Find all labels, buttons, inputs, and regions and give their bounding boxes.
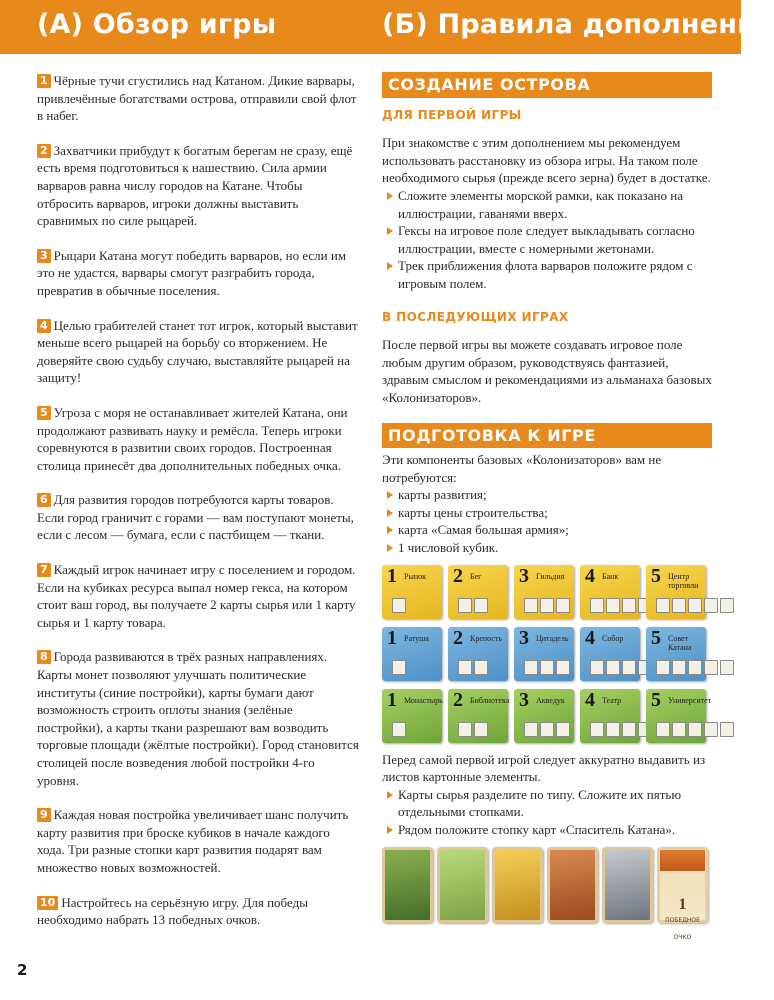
commodity-card-icon [540,598,554,613]
card-level: 1 [387,564,397,587]
overview-paragraph [37,806,359,876]
commodity-card-icon [524,660,538,675]
commodity-card-icon [720,660,734,675]
commodity-card-icon [720,722,734,737]
savior-of-catan-card [657,847,708,942]
commodity-cost-icons [656,598,734,613]
commodity-card-icon [656,660,670,675]
bullet-item: Карты сырья разделите по типу. Сложите их пятью отдельными стопками. [382,786,712,821]
game-overview-column [37,72,359,946]
paragraph-number-badge: 2 [37,144,51,158]
commodity-card-icon [672,598,686,613]
prep-intro: Эти компоненты базовых «Колонизаторов» вам не потребуются: [382,452,662,485]
savior-card-points: 1 [678,895,687,913]
page-number: 2 [17,961,28,979]
commodity-cost-icons [458,660,488,675]
improvement-card [382,627,442,681]
commodity-card-icon [590,598,604,613]
card-name: Библиотека [470,695,510,705]
paragraph-number-badge: 4 [37,319,51,333]
commodity-card-icon [458,722,472,737]
improvement-card [646,627,706,681]
card-name: Бег [470,571,482,581]
card-level: 2 [453,564,463,587]
card-level: 1 [387,626,397,649]
bullet-item: карты цены строительства; [382,504,712,522]
commodity-card-icon [458,598,472,613]
paragraph-number-badge: 6 [37,493,51,507]
card-name: Крепость [470,633,503,643]
paragraph-text: Каждый игрок начинает игру с поселением и городом. Если на кубиках ресурса выпал номер гекса, на котором стоит ваш город, вы получаете 2 карты сырья или 1 карту сырья и 1 карту товара. [37,562,356,630]
card-name: Театр [602,695,622,705]
card-name: Центр торговли [668,571,699,590]
improvement-card [580,689,640,743]
commodity-card-icon [688,722,702,737]
commodity-card-icon [474,660,488,675]
improvement-card [514,627,574,681]
commodity-card-icon [392,598,406,613]
improvement-card [382,565,442,619]
card-level: 3 [519,564,529,587]
bullet-item: Сложите элементы морской рамки, как показано на иллюстрации, гаванями вверх. [382,187,712,222]
commodity-card-icon [524,722,538,737]
paragraph-number-badge: 8 [37,650,51,664]
overview-paragraph [37,491,359,544]
later-games-heading: В ПОСЛЕДУЮЩИХ ИГРАХ [382,309,569,324]
commodity-cost-icons [656,660,734,675]
card-name: Банк [602,571,619,581]
commodity-cost-icons [458,722,488,737]
card-level: 1 [387,688,397,711]
paragraph-text: Целью грабителей станет тот игрок, который выставит меньше всего рыцарей на борьбу со вторжением. Не доверяйте свою судьбу случаю, выставляйте рыцарей на защиту! [37,317,358,386]
commodity-card-icon [540,722,554,737]
commodity-cost-icons [392,598,406,613]
commodity-card-icon [556,660,570,675]
savior-card-caption: ПОБЕДНОЕ ОЧКО [665,916,700,942]
commodity-card-icon [622,660,636,675]
commodity-cost-icons [656,722,734,737]
card-level: 4 [585,626,595,649]
improvement-card [448,565,508,619]
card-level: 3 [519,688,529,711]
paragraph-text: Города развиваются в трёх разных направлениях. Карты монет позволяют улучшать политические институты (синие постройки), карты бумаги дают возможность строить оплоты знания (зелёные постройки), а карты ткани разрешают вам возводить торговые площади (жёлтые постройки). Город становится столицей после возведения любой постройки 4-го уровня. [37,649,359,788]
trade-improvements-row [382,565,712,619]
improvement-card [382,689,442,743]
prep-steps-list [382,786,712,839]
overview-paragraph [37,72,359,125]
commodity-card-icon [672,722,686,737]
commodity-card-icon [458,660,472,675]
paragraph-text: Захватчики прибудут к богатым берегам не сразу, ещё есть время подготовиться к нашествию. Сила армии варваров равна числу городов на Катане. Чтобы отбросить варваров, игроки должны выставить сравнимых по силе рыцарей. [37,142,353,229]
commodity-card-icon [672,660,686,675]
overview-paragraph [37,561,359,631]
commodity-card-icon [590,660,604,675]
improvement-card [646,565,706,619]
paragraph-number-badge: 3 [37,249,51,263]
commodity-card-icon [688,660,702,675]
paragraph-number-badge: 9 [37,808,51,822]
resource-card-fields [492,847,543,923]
prep-text: Перед самой первой игрой следует аккуратно выдавить из листов картонные элементы. [382,751,706,785]
card-name: Цитадель [536,633,569,643]
resource-card-hills [382,847,433,923]
commodity-card-icon [392,722,406,737]
overview-paragraph [37,404,359,474]
section-title-island-setup: СОЗДАНИЕ ОСТРОВА [382,72,712,98]
improvement-card [580,627,640,681]
commodity-cost-icons [524,660,570,675]
header-bar [0,0,774,54]
paragraph-text: Рыцари Катана могут победить варваров, но если им это не удастся, варвары смогут разграбить города, превратив в обычные поселения. [37,247,347,298]
commodity-cost-icons [392,660,406,675]
resource-card-ore [602,847,653,923]
commodity-card-icon [656,598,670,613]
paragraph-text: Угроза с моря не останавливает жителей Катана, они продолжают развивать науку и ремёсла. Теперь игроки соревнуются в развитии своих городов. Построенная столица принесёт два дополнительных победных очка. [37,404,348,473]
commodity-card-icon [392,660,406,675]
card-level: 5 [651,564,661,587]
overview-paragraph [37,894,359,929]
card-name: Монастырь [404,695,443,705]
commodity-card-icon [524,598,538,613]
resource-card-brick [547,847,598,923]
bullet-item: карта «Самая большая армия»; [382,521,712,539]
bullet-item: Гексы на игровое поле следует выкладывать согласно иллюстрации, вместе с номерными жетонами. [382,222,712,257]
commodity-card-icon [590,722,604,737]
bullet-item: 1 числовой кубик. [382,539,712,557]
commodity-card-icon [474,722,488,737]
section-title-game-prep: ПОДГОТОВКА К ИГРЕ [382,423,712,449]
card-name: Университет [668,695,712,705]
commodity-cost-icons [524,722,570,737]
right-section-title: (Б) Правила дополнения [382,9,774,40]
overview-paragraph [37,648,359,789]
unused-components-list [382,486,712,556]
card-level: 2 [453,688,463,711]
card-level: 2 [453,626,463,649]
commodity-card-icon [556,722,570,737]
card-level: 5 [651,688,661,711]
commodity-card-icon [704,660,718,675]
later-games-text: После первой игры вы можете создавать игровое поле любым другим образом, руководствуясь фантазией, здравым смыслом и рекомендациями из альманаха базовых «Колонизаторов». [382,337,712,405]
commodity-card-icon [622,598,636,613]
improvement-card [448,627,508,681]
bullet-item: Трек приближения флота варваров положите рядом с игровым полем. [382,257,712,292]
commodity-cost-icons [590,598,652,613]
card-name: Гильдия [536,571,565,581]
commodity-cost-icons [458,598,488,613]
commodity-card-icon [606,660,620,675]
commodity-cost-icons [392,722,406,737]
improvement-card [514,689,574,743]
overview-paragraph [37,142,359,230]
politics-improvements-row [382,627,712,681]
paragraph-number-badge: 10 [37,896,58,910]
paragraph-number-badge: 7 [37,563,51,577]
paragraph-number-badge: 5 [37,406,51,420]
science-improvements-row [382,689,712,743]
commodity-card-icon [720,598,734,613]
commodity-cost-icons [590,660,652,675]
first-game-heading: ДЛЯ ПЕРВОЙ ИГРЫ [382,107,522,122]
card-name: Совет Катана [668,633,692,652]
overview-paragraph [37,317,359,387]
first-game-bullets [382,187,712,293]
left-section-title: (А) Обзор игры [37,9,277,40]
commodity-cost-icons [590,722,652,737]
paragraph-text: Каждая новая постройка увеличивает шанс получить карту развития при броске кубиков в начале каждого хода. Три разные стопки карт развития подарят вам множество новых возможностей. [37,807,349,875]
resource-cards-illustration [382,847,712,942]
commodity-card-icon [540,660,554,675]
commodity-card-icon [704,722,718,737]
paragraph-text: Настройтесь на серьёзную игру. Для победы необходимо набрать 13 победных очков. [37,894,308,928]
card-name: Собор [602,633,624,643]
card-level: 3 [519,626,529,649]
commodity-card-icon [704,598,718,613]
resource-card-pasture [437,847,488,923]
improvement-card [514,565,574,619]
improvement-cards-illustration [382,565,712,743]
card-name: Рынок [404,571,426,581]
paragraph-text: Для развития городов потребуются карты товаров. Если город граничит с горами — вам поступают монеты, если с лесом — бумага, если с пастбищем — ткани. [37,492,354,543]
improvement-card [580,565,640,619]
commodity-card-icon [606,722,620,737]
bullet-item: карты развития; [382,486,712,504]
first-game-text: При знакомстве с этим дополнением мы рекомендуем использовать расстановку из обзора игры. На таком поле необходимого сырья (прежде всего зерна) будет в достатке. [382,135,711,186]
commodity-cost-icons [524,598,570,613]
commodity-card-icon [474,598,488,613]
improvement-card [646,688,712,743]
bullet-item: Рядом положите стопку карт «Спаситель Катана». [382,821,712,839]
card-level: 4 [585,688,595,711]
paragraph-number-badge: 1 [37,74,51,88]
card-name: Ратуша [404,633,429,643]
expansion-rules-column [382,72,712,942]
overview-paragraph [37,247,359,300]
commodity-card-icon [622,722,636,737]
card-level: 5 [651,626,661,649]
commodity-card-icon [656,722,670,737]
card-name: Акведук [536,695,565,705]
commodity-card-icon [606,598,620,613]
card-level: 4 [585,564,595,587]
commodity-card-icon [688,598,702,613]
improvement-card [448,689,508,743]
commodity-card-icon [556,598,570,613]
paragraph-text: Чёрные тучи сгустились над Катаном. Дикие варвары, привлечённые богатствами острова, отправили свой флот в набег. [37,73,357,124]
